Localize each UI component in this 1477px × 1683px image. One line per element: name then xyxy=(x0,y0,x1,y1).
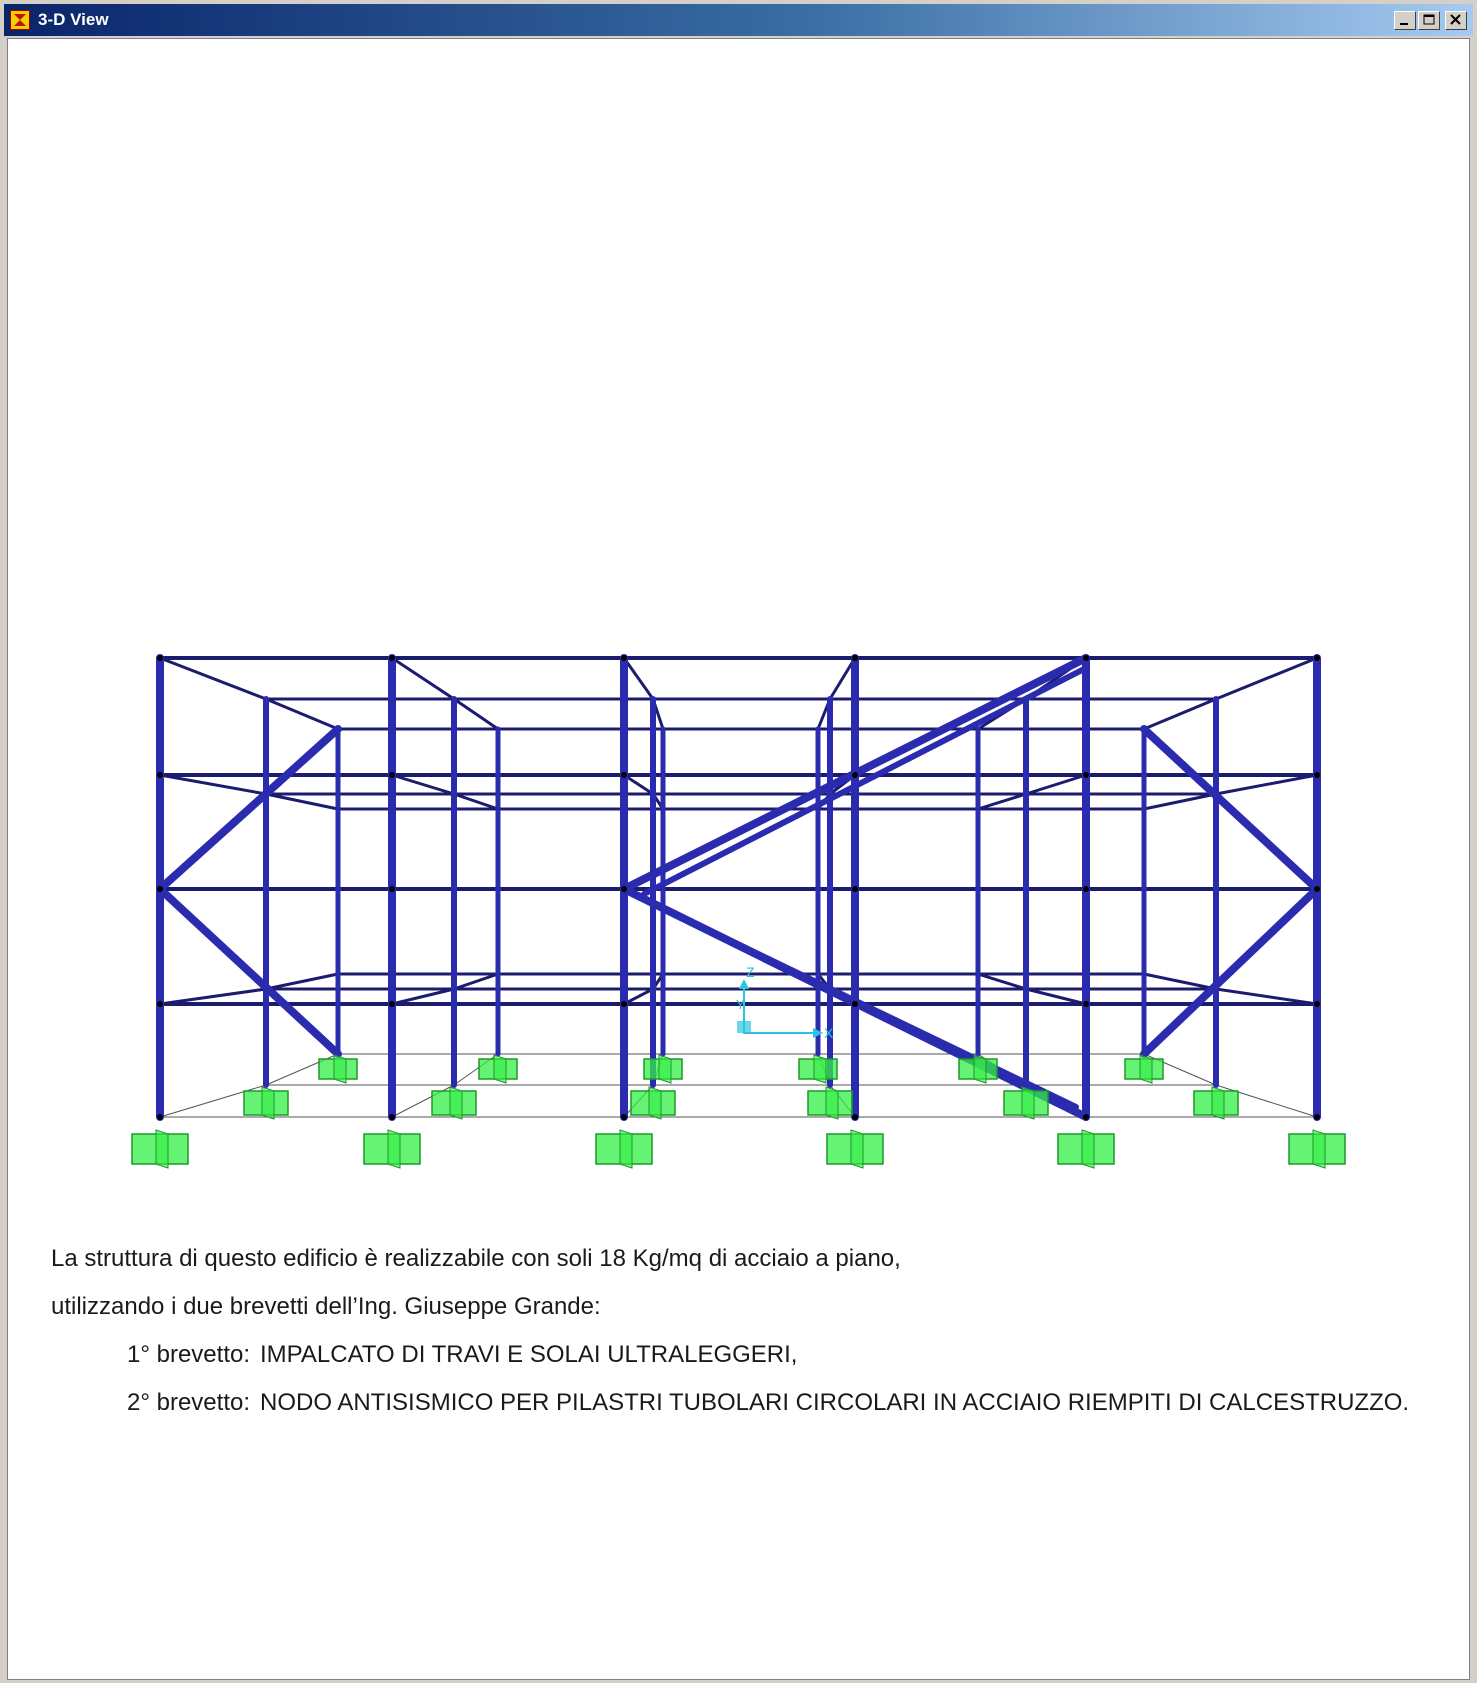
node xyxy=(1314,655,1320,661)
caption-line-2: utilizzando i due brevetti dell’Ing. Giuseppe Grande: xyxy=(51,1293,601,1320)
depth-beam xyxy=(266,794,338,809)
depth-beam xyxy=(266,974,338,989)
node xyxy=(389,1114,395,1120)
node xyxy=(621,655,627,661)
axis-z-arrow xyxy=(739,979,749,989)
window-title: 3-D View xyxy=(38,10,109,29)
node xyxy=(1314,1114,1320,1120)
depth-beam xyxy=(454,974,498,989)
depth-beam xyxy=(978,794,1026,809)
depth-beam xyxy=(978,974,1026,989)
patent-1-text: IMPALCATO DI TRAVI E SOLAI ULTRALEGGERI, xyxy=(260,1341,798,1368)
node xyxy=(157,1114,163,1120)
support-icon xyxy=(334,1055,346,1083)
support-icon xyxy=(620,1130,632,1168)
support-icon xyxy=(649,1087,661,1119)
support-icon xyxy=(388,1130,400,1168)
caption-line-1: La struttura di questo edificio è realizzabile con soli 18 Kg/mq di acciaio a piano, xyxy=(51,1245,901,1272)
node xyxy=(389,1001,395,1007)
node xyxy=(157,886,163,892)
node xyxy=(621,886,627,892)
depth-beam xyxy=(392,775,454,794)
bracing xyxy=(160,889,338,1054)
maximize-button[interactable] xyxy=(1418,11,1440,30)
node xyxy=(157,1001,163,1007)
patent-2-text: NODO ANTISISMICO PER PILASTRI TUBOLARI CIRCOLARI IN ACCIAIO RIEMPITI DI CALCESTRUZZO. xyxy=(260,1389,1410,1416)
node xyxy=(621,772,627,778)
minimize-icon xyxy=(1395,12,1415,29)
axis-z-label: Z xyxy=(746,964,755,980)
patent-1-label: 1° brevetto: xyxy=(127,1341,250,1368)
close-button[interactable] xyxy=(1445,11,1467,30)
depth-beam xyxy=(1144,794,1216,809)
support-icon xyxy=(494,1055,506,1083)
depth-beam xyxy=(160,775,266,794)
maximize-icon xyxy=(1419,12,1439,29)
depth-beam xyxy=(1216,775,1317,794)
depth-beam xyxy=(1026,775,1086,794)
bracing xyxy=(1144,889,1317,1054)
title-bar[interactable] xyxy=(4,4,1473,36)
support-icon xyxy=(1022,1087,1034,1119)
support-icon xyxy=(826,1087,838,1119)
support-icon xyxy=(851,1130,863,1168)
support-icon xyxy=(156,1130,168,1168)
depth-beam xyxy=(1144,699,1216,729)
depth-beam xyxy=(1216,989,1317,1004)
patent-2 xyxy=(51,1379,1451,1427)
close-icon xyxy=(1446,12,1466,29)
axis-origin xyxy=(737,1021,751,1033)
depth-beam xyxy=(624,775,653,794)
support-icon xyxy=(1140,1055,1152,1083)
node xyxy=(1083,655,1089,661)
support-icon xyxy=(262,1087,274,1119)
node xyxy=(1083,772,1089,778)
support-icon xyxy=(1082,1130,1094,1168)
node xyxy=(1314,772,1320,778)
node xyxy=(621,1114,627,1120)
depth-beam xyxy=(392,658,454,699)
depth-beam xyxy=(454,794,498,809)
minimize-button[interactable] xyxy=(1394,11,1416,30)
node xyxy=(852,655,858,661)
bracing xyxy=(644,668,1086,894)
support-icon xyxy=(1212,1087,1224,1119)
node xyxy=(621,1001,627,1007)
node xyxy=(852,1001,858,1007)
viewport-3d[interactable] xyxy=(7,38,1470,1680)
depth-beam xyxy=(160,989,266,1004)
support-icon xyxy=(974,1055,986,1083)
axis-y-label: Y xyxy=(736,997,745,1012)
structure-3d-view[interactable] xyxy=(8,39,1469,1199)
support-icon xyxy=(450,1087,462,1119)
depth-beam xyxy=(392,989,454,1004)
node xyxy=(157,655,163,661)
node xyxy=(389,886,395,892)
support-icon xyxy=(659,1055,671,1083)
app-icon[interactable] xyxy=(10,10,30,30)
node xyxy=(1083,1001,1089,1007)
bracing xyxy=(160,729,338,889)
depth-beam xyxy=(1144,974,1216,989)
node xyxy=(389,772,395,778)
support-icon xyxy=(1313,1130,1325,1168)
node xyxy=(157,772,163,778)
depth-beam xyxy=(1026,989,1086,1004)
depth-beam xyxy=(160,658,266,699)
node xyxy=(1314,1001,1320,1007)
description-text xyxy=(51,1235,1451,1427)
node xyxy=(1083,886,1089,892)
depth-beam xyxy=(454,699,498,729)
node xyxy=(852,772,858,778)
depth-beam xyxy=(624,658,653,699)
patent-1 xyxy=(51,1331,1451,1379)
axis-x-label: X xyxy=(824,1025,834,1041)
node xyxy=(389,655,395,661)
bracing xyxy=(1144,729,1317,889)
patent-2-label: 2° brevetto: xyxy=(127,1389,250,1416)
node xyxy=(852,886,858,892)
depth-beam xyxy=(1216,658,1317,699)
depth-beam xyxy=(266,699,338,729)
node xyxy=(1083,1114,1089,1120)
node xyxy=(852,1114,858,1120)
support-icon xyxy=(814,1055,826,1083)
node xyxy=(1314,886,1320,892)
depth-beam xyxy=(624,989,653,1004)
